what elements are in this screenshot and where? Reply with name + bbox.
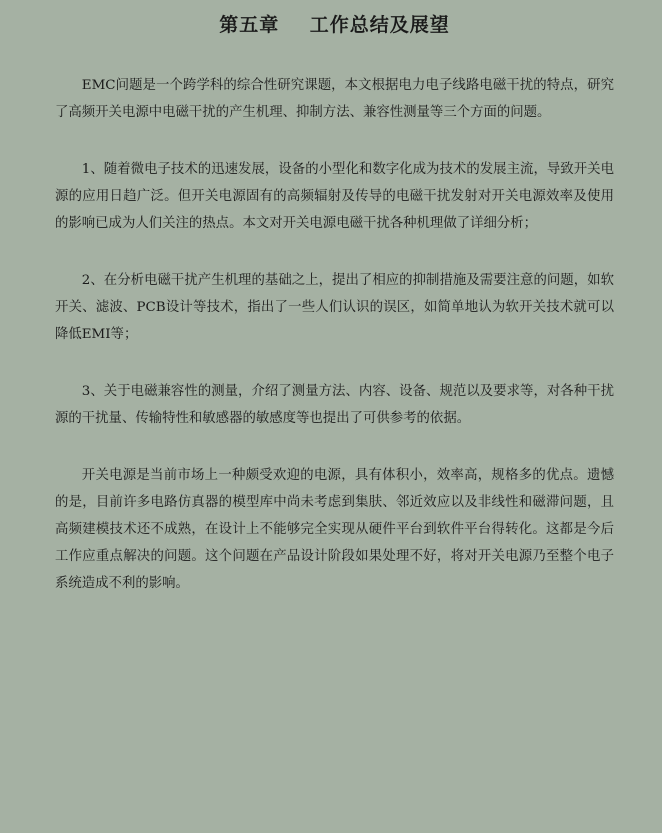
paragraph-intro: EMC问题是一个跨学科的综合性研究课题，本文根据电力电子线路电磁干扰的特点，研究了高频开关电源中电磁干扰的产生机理、抑制方法、兼容性测量等三个方面的问题。 xyxy=(55,78,614,120)
paragraph-outlook: 开关电源是当前市场上一种颇受欢迎的电源，具有体积小，效率高，规格多的优点。遗憾的是，目前许多电路仿真器的模型库中尚未考虑到集肤、邻近效应以及非线性和磁滞问题，且高频建模技术还不成熟，在设计上不能够完全实现从硬件平台到软件平台得转化。这都是今后工作应重点解决的问题。这个问题在产品设计阶段如果处理不好，将对开关电源乃至整个电子系统造成不利的影响。 xyxy=(55,468,614,591)
paragraph-point-1: 1、随着微电子技术的迅速发展，设备的小型化和数字化成为技术的发展主流，导致开关电源的应用日趋广泛。但开关电源固有的高频辐射及传导的电磁干扰发射对开关电源效率及使用的影响已成为人们关注的热点。本文对开关电源电磁干扰各种机理做了详细分析； xyxy=(55,162,614,231)
paragraph-point-3: 3、关于电磁兼容性的测量，介绍了测量方法、内容、设备、规范以及要求等，对各种干扰源的干扰量、传输特性和敏感器的敏感度等也提出了可供参考的依据。 xyxy=(55,384,614,426)
chapter-title: 第五章 工作总结及展望 xyxy=(219,14,450,36)
paragraph-point-2: 2、在分析电磁干扰产生机理的基础之上，提出了相应的抑制措施及需要注意的问题，如软开关、滤波、PCB设计等技术，指出了一些人们认识的误区，如简单地认为软开关技术就可以降低EMI等； xyxy=(55,273,614,342)
